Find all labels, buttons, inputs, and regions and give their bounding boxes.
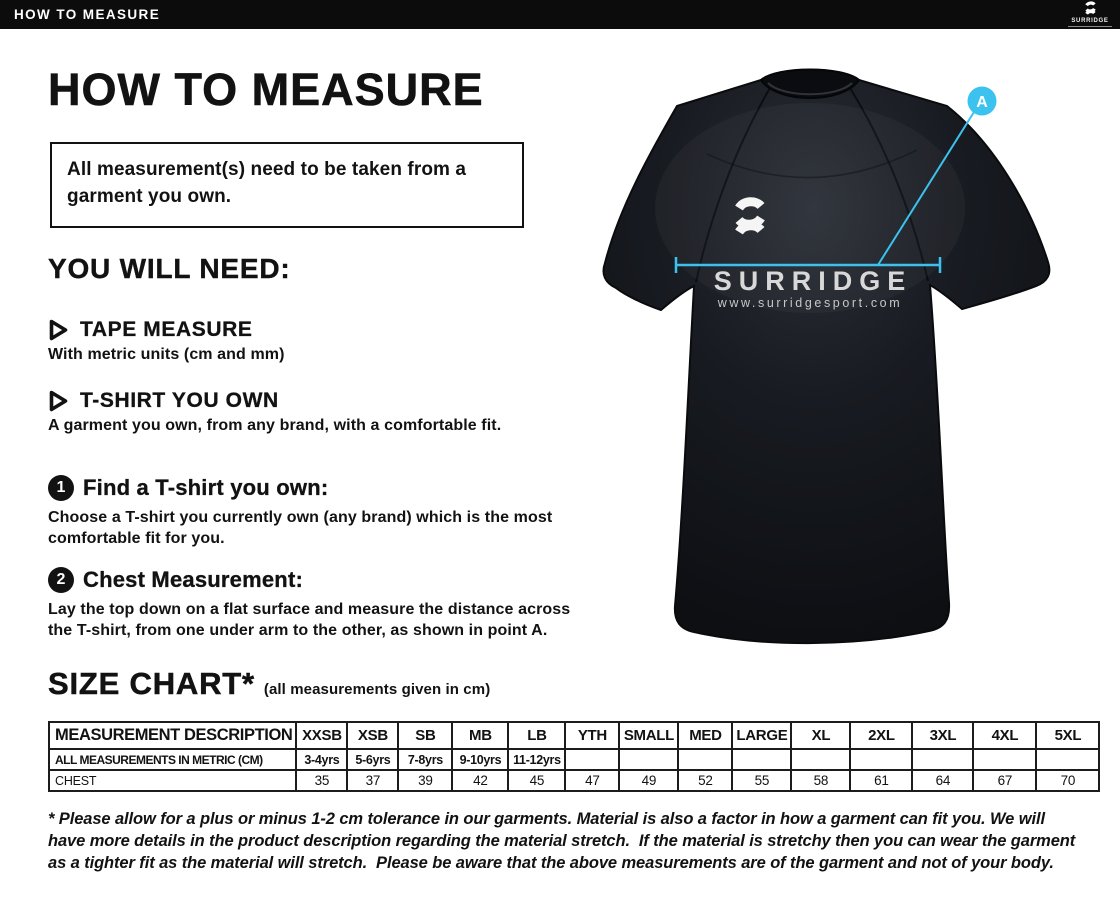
need-item-title: TAPE MEASURE — [80, 318, 253, 341]
size-chart-cell: 61 — [850, 770, 912, 791]
size-chart-cell — [912, 749, 973, 770]
size-chart-cell — [565, 749, 619, 770]
table-row — [49, 749, 1099, 770]
size-chart-cell — [850, 749, 912, 770]
size-chart-column-header: XXSB — [296, 722, 347, 749]
size-chart-subtitle: (all measurements given in cm) — [263, 681, 491, 698]
size-chart-cell — [678, 749, 732, 770]
shirt-website-text: www.surridgesport.com — [717, 296, 903, 310]
surridge-logo — [1067, 1, 1113, 27]
step-number-badge: 1 — [48, 475, 74, 501]
step-find-tshirt — [48, 475, 593, 550]
size-chart-column-header: XSB — [347, 722, 398, 749]
size-chart-cell: 39 — [398, 770, 452, 791]
need-item-title: T-SHIRT YOU OWN — [80, 389, 279, 412]
size-chart-cell — [732, 749, 791, 770]
size-chart-column-header: MB — [452, 722, 508, 749]
size-chart-cell: 37 — [347, 770, 398, 791]
you-will-need-heading: YOU WILL NEED: — [48, 253, 291, 284]
size-chart-column-header: YTH — [565, 722, 619, 749]
point-a-label: A — [976, 94, 988, 111]
size-chart-column-header: 2XL — [850, 722, 912, 749]
logo-s-icon — [1084, 1, 1097, 18]
step-title: Find a T-shirt you own: — [83, 475, 329, 500]
logo-wordmark: SURRIDGE — [1071, 18, 1109, 24]
need-item-description: A garment you own, from any brand, with a comfortable fit. — [48, 417, 502, 434]
point-a-marker — [968, 87, 997, 116]
size-chart-cell: 49 — [619, 770, 678, 791]
size-chart-table — [48, 721, 1100, 792]
size-chart-cell: 55 — [732, 770, 791, 791]
size-chart-column-header: 4XL — [973, 722, 1036, 749]
size-chart-column-header: 5XL — [1036, 722, 1099, 749]
size-chart-heading — [48, 666, 490, 702]
page-title: HOW TO MEASURE — [48, 64, 484, 115]
size-chart-cell: 47 — [565, 770, 619, 791]
size-chart-cell: 5-6yrs — [347, 749, 398, 770]
size-chart-cell — [791, 749, 850, 770]
size-chart-column-header: MED — [678, 722, 732, 749]
top-bar — [0, 0, 1120, 29]
size-chart-cell: ALL MEASUREMENTS IN METRIC (CM) — [49, 749, 296, 770]
size-chart-column-header: SB — [398, 722, 452, 749]
size-chart-column-header: LB — [508, 722, 565, 749]
size-chart-cell: 70 — [1036, 770, 1099, 791]
size-chart-column-header: XL — [791, 722, 850, 749]
logo-underline — [1068, 26, 1112, 27]
play-triangle-icon — [48, 389, 69, 413]
need-item-tape-measure — [48, 318, 588, 364]
size-chart-cell: 67 — [973, 770, 1036, 791]
size-chart-cell: 9-10yrs — [452, 749, 508, 770]
size-chart-cell — [1036, 749, 1099, 770]
size-chart-title: SIZE CHART* — [48, 666, 255, 701]
table-header-row — [49, 722, 1099, 749]
size-chart-cell: 7-8yrs — [398, 749, 452, 770]
step-description: Choose a T-shirt you currently own (any brand) which is the most comfortable fit for you. — [48, 509, 553, 548]
shirt-brand-text: SURRIDGE — [713, 266, 913, 296]
shirt-illustration — [595, 58, 1070, 658]
size-chart-cell: 52 — [678, 770, 732, 791]
size-chart-cell: 42 — [452, 770, 508, 791]
step-number-badge: 2 — [48, 567, 74, 593]
size-chart-column-header: LARGE — [732, 722, 791, 749]
need-item-description: With metric units (cm and mm) — [48, 346, 285, 363]
size-chart-column-header: MEASUREMENT DESCRIPTION — [49, 722, 296, 749]
size-chart-cell — [973, 749, 1036, 770]
size-chart-column-header: SMALL — [619, 722, 678, 749]
size-chart-column-header: 3XL — [912, 722, 973, 749]
size-chart-cell: CHEST — [49, 770, 296, 791]
play-triangle-icon — [48, 318, 69, 342]
topbar-title: HOW TO MEASURE — [14, 7, 161, 22]
size-chart-table-wrap — [48, 721, 1100, 792]
table-row — [49, 770, 1099, 791]
size-chart-cell — [619, 749, 678, 770]
notice-box — [50, 142, 524, 228]
need-item-tshirt — [48, 389, 588, 435]
step-title: Chest Measurement: — [83, 567, 303, 592]
size-chart-cell: 35 — [296, 770, 347, 791]
tshirt-graphic — [603, 70, 1049, 644]
size-chart-cell: 64 — [912, 770, 973, 791]
size-chart-cell: 45 — [508, 770, 565, 791]
size-chart-cell: 58 — [791, 770, 850, 791]
footnote: * Please allow for a plus or minus 1-2 cm tolerance in our garments. Material is also a factor in how a garment can fit you. We will have more details in the product description regarding the material stretch. If the material is stretchy then you can wear the garment as a tighter fit as the material will stretch. Please be aware that the above measurements are of the garment and not of your body. — [48, 810, 1080, 872]
notice-text: All measurement(s) need to be taken from a garment you own. — [67, 159, 467, 207]
size-chart-cell: 3-4yrs — [296, 749, 347, 770]
step-chest-measurement — [48, 567, 593, 642]
step-description: Lay the top down on a flat surface and measure the distance across the T-shirt, from one under arm to the other, as shown in point A. — [48, 601, 571, 640]
size-chart-cell: 11-12yrs — [508, 749, 565, 770]
